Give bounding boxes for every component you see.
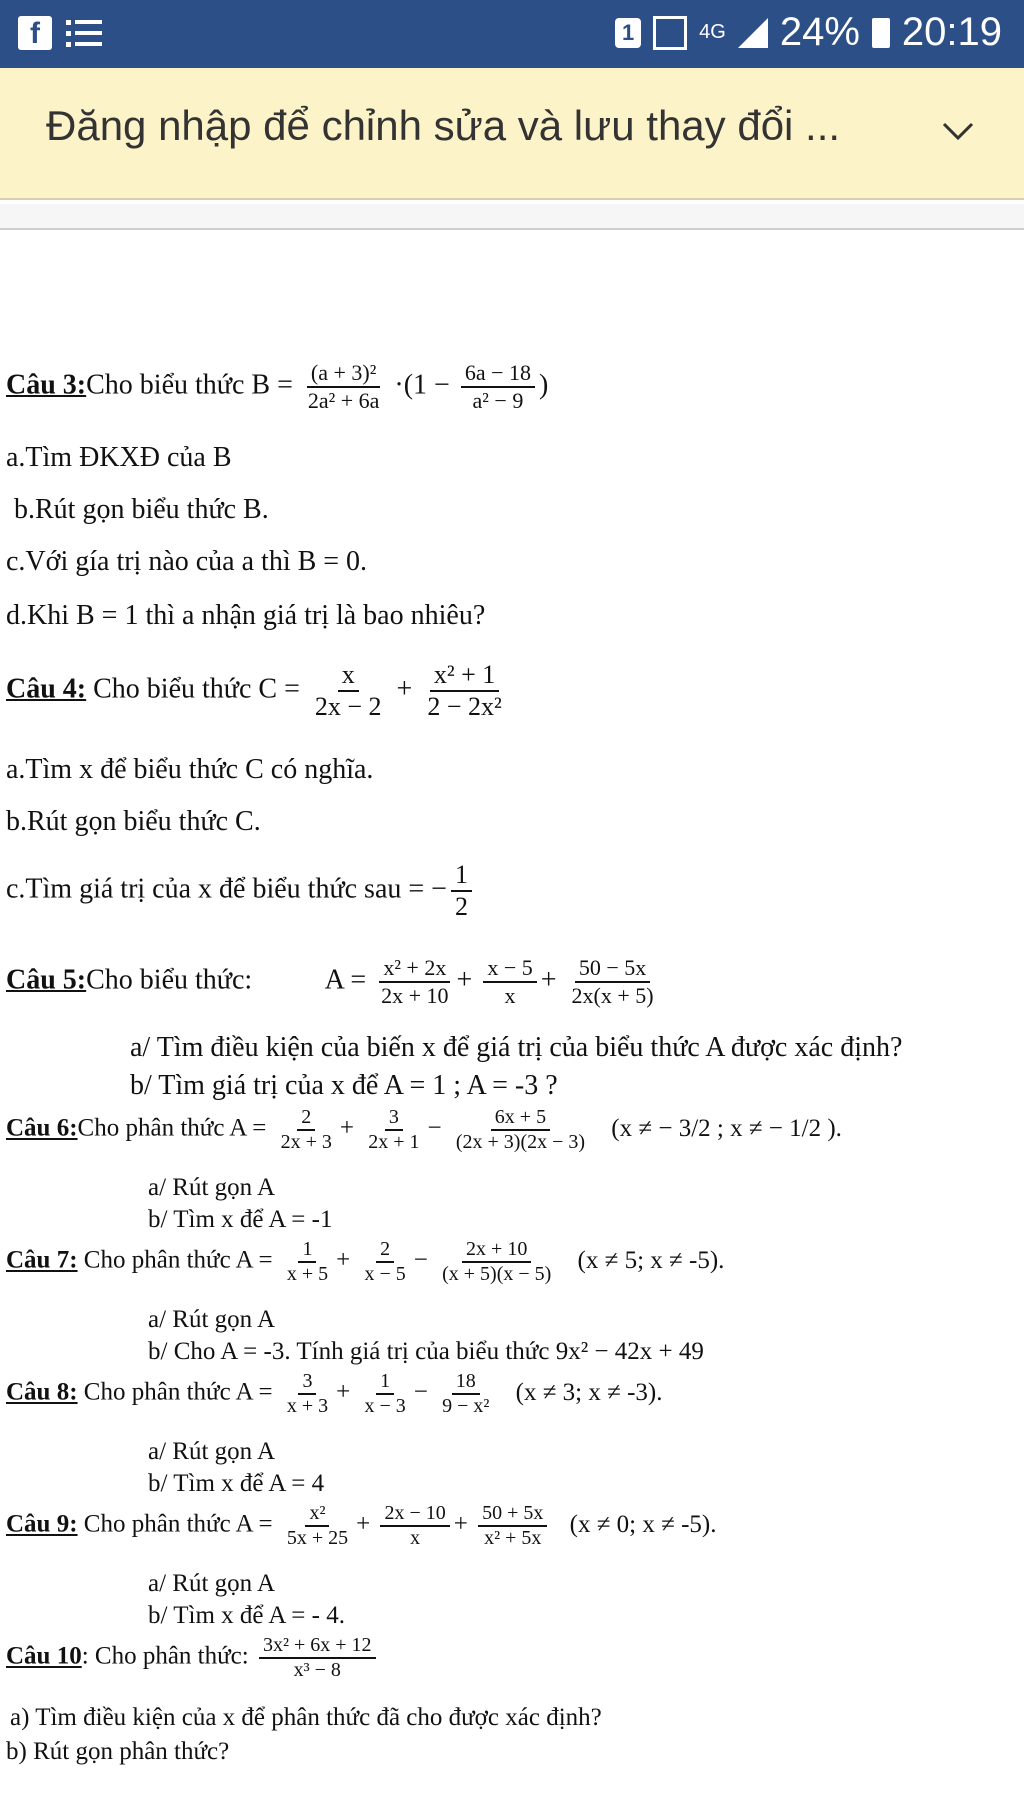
q9-cond: (x ≠ 0; x ≠ -5). <box>569 1510 717 1538</box>
q4-a: a.Tìm x để biểu thức C có nghĩa. <box>6 754 374 785</box>
q8-a: a/ Rút gọn A <box>148 1438 276 1465</box>
q4-c-frac: $\frac{1}{2}$ <box>451 860 472 922</box>
login-banner[interactable] <box>0 68 1024 200</box>
q7-line: Câu 7: Cho phân thức A = $\frac{1}{x + 5}$ + $\frac{2}{x - 5}$ − $\frac{2x + 10}{(x + 5)(x - 5)}$ (x ≠ 5; x ≠ -5). <box>6 1238 725 1285</box>
q9-b: b/ Tìm x để A = - 4. <box>148 1602 345 1629</box>
q4-line: Câu 4: Cho biểu thức C = $\frac{x}{2x - 2}$ + $\frac{\text{x² + 1}}{\text{2 − 2x²}}$ <box>6 660 510 722</box>
q9-label: Câu 9: <box>6 1510 78 1538</box>
q5-frac2: $\frac{x - 5}{x}$ <box>483 955 536 1009</box>
q7-frac1: $\frac{1}{x + 5}$ <box>286 1238 329 1285</box>
q3-d: d.Khi B = 1 thì a nhận giá trị là bao nhiêu? <box>6 600 486 631</box>
q9-frac1: $\frac{\text{x²}}{5x + 25}$ <box>286 1502 349 1549</box>
q3-line: Câu 3:Cho biểu thức B = $\frac{\text{(a + 3)²}}{\text{2a² + 6a}}$ ·(1 − $\frac{6a - 18}{\text{a² − 9}}$ ) <box>6 360 549 413</box>
q3-label: Câu 3: <box>6 369 87 401</box>
q8-label: Câu 8: <box>6 1378 78 1406</box>
q5-label: Câu 5: <box>6 964 87 996</box>
q8-frac1: $\frac{3}{x + 3}$ <box>286 1370 329 1417</box>
q6-cond: (x ≠ − 3/2 ; x ≠ − 1/2 ). <box>611 1114 842 1142</box>
q9-line: Câu 9: Cho phân thức A = $\frac{\text{x²}}{5x + 25}$ + $\frac{2x - 10}{x}$ + $\frac{50 + 5x}{\text{x² + 5x}}$ (x ≠ 0; x ≠ -5). <box>6 1502 717 1549</box>
q6-a: a/ Rút gọn A <box>148 1174 276 1201</box>
q3-c: c.Với gía trị nào của a thì B = 0. <box>6 546 368 577</box>
q7-frac3: $\frac{2x + 10}{(x + 5)(x - 5)}$ <box>442 1238 552 1285</box>
battery-percent: 24% <box>779 10 860 54</box>
q10-frac: $\frac{\text{3x² + 6x + 12}}{\text{x³ − 8}}$ <box>259 1634 376 1682</box>
q3-mid: ·(1 − <box>394 369 450 401</box>
q8-frac3: $\frac{18}{\text{9 − x²}}$ <box>442 1370 490 1417</box>
network-type: 4G <box>699 21 726 43</box>
q4-frac2: $\frac{\text{x² + 1}}{\text{2 − 2x²}}$ <box>427 660 502 721</box>
q7-label: Câu 7: <box>6 1246 78 1274</box>
chevron-down-icon[interactable] <box>938 110 978 150</box>
q6-frac3: $\frac{6x + 5}{(2x + 3)(2x - 3)}$ <box>455 1106 586 1153</box>
q7-a: a/ Rút gọn A <box>148 1306 276 1333</box>
signal-box-icon <box>653 16 687 50</box>
q5-b: b/ Tìm giá trị của x để A = 1 ; A = -3 ? <box>130 1070 558 1101</box>
q6-b: b/ Tìm x để A = -1 <box>148 1206 333 1233</box>
q6-frac2: $\frac{3}{2x + 1}$ <box>368 1106 420 1153</box>
q8-frac2: $\frac{1}{x - 3}$ <box>364 1370 406 1417</box>
q6-label: Câu 6: <box>6 1114 78 1142</box>
signal-icon <box>738 18 768 48</box>
divider <box>0 204 1024 230</box>
q8-cond: (x ≠ 3; x ≠ -3). <box>515 1378 663 1406</box>
clock: 20:19 <box>901 10 1002 54</box>
sim-icon: 1 <box>615 18 641 48</box>
q8-b: b/ Tìm x để A = 4 <box>148 1470 325 1497</box>
document-content <box>0 230 1024 1820</box>
q5-frac3: $\frac{50 - 5x}{2x(x + 5)}$ <box>571 955 654 1008</box>
q10-line: Câu 10: Cho phân thức: $\frac{\text{3x² + 6x + 12}}{\text{x³ − 8}}$ <box>6 1634 380 1682</box>
list-icon <box>66 16 102 50</box>
q3-b: b.Rút gọn biểu thức B. <box>14 494 269 525</box>
q7-frac2: $\frac{2}{x - 5}$ <box>364 1238 406 1285</box>
q7-b: b/ Cho A = -3. Tính giá trị của biểu thức 9x² − 42x + 49 <box>148 1338 704 1365</box>
q4-b: b.Rút gọn biểu thức C. <box>6 806 261 837</box>
battery-icon <box>872 18 890 48</box>
q6-frac1: $\frac{2}{2x + 3}$ <box>280 1106 332 1153</box>
q3-a: a.Tìm ĐKXĐ của B <box>6 442 232 473</box>
q9-a: a/ Rút gọn A <box>148 1570 276 1597</box>
q5-a: a/ Tìm điều kiện của biến x để giá trị của biểu thức A được xác định? <box>130 1032 903 1063</box>
q3-frac1: $\frac{\text{(a + 3)²}}{\text{2a² + 6a}}$ <box>307 360 380 413</box>
q8-line: Câu 8: Cho phân thức A = $\frac{3}{x + 3}$ + $\frac{1}{x - 3}$ − $\frac{18}{\text{9 − x²}}$ (x ≠ 3; x ≠ -3). <box>6 1370 663 1417</box>
q3-frac2: $\frac{6a - 18}{\text{a² − 9}}$ <box>461 360 535 414</box>
facebook-icon: f <box>18 16 52 50</box>
q9-frac3: $\frac{50 + 5x}{\text{x² + 5x}}$ <box>478 1502 547 1550</box>
q5-line: Câu 5:Cho biểu thức: A = $\frac{\text{x² + 2x}}{2x + 10}$ + $\frac{x - 5}{x}$ + $\frac{50 - 5x}{2x(x + 5)}$ <box>6 955 662 1009</box>
q5-frac1: $\frac{\text{x² + 2x}}{2x + 10}$ <box>381 955 449 1008</box>
status-bar <box>0 0 1024 68</box>
q7-cond: (x ≠ 5; x ≠ -5). <box>577 1246 725 1274</box>
q10-label: Câu 10 <box>6 1642 82 1670</box>
q4-c-line: c.Tìm giá trị của x để biểu thức sau = − $\frac{1}{2}$ <box>6 860 476 922</box>
q10-a: a) Tìm điều kiện của x để phân thức đã cho được xác định? <box>10 1704 602 1731</box>
q10-b: b) Rút gọn phân thức? <box>6 1738 230 1765</box>
q6-line: Câu 6:Cho phân thức A = $\frac{2}{2x + 3}$ + $\frac{3}{2x + 1}$ − $\frac{6x + 5}{(2x + 3)(2x - 3)}$ (x ≠ − 3/2 ; x ≠ − 1/2 ). <box>6 1106 842 1153</box>
q9-frac2: $\frac{2x - 10}{x}$ <box>380 1502 449 1550</box>
login-banner-text: Đăng nhập để chỉnh sửa và lưu thay đổi ... <box>46 102 841 149</box>
q3-intro: Cho biểu thức B = <box>86 369 293 401</box>
q4-label: Câu 4: <box>6 673 87 705</box>
q4-frac1: $\frac{x}{2x - 2}$ <box>314 660 382 721</box>
